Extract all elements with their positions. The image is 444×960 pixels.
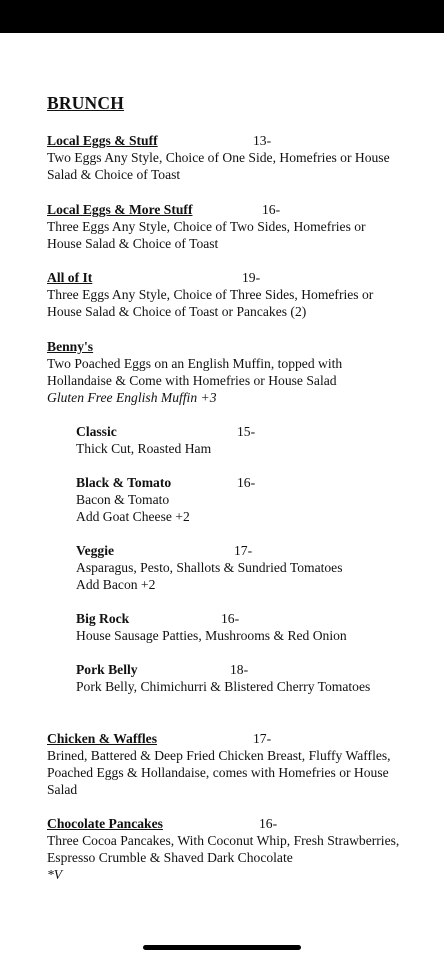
item-desc-line: Add Bacon +2	[76, 577, 156, 592]
item-note: *V	[47, 867, 63, 882]
item-desc-line: House Salad & Choice of Toast	[47, 236, 219, 251]
item-price: 17-	[234, 543, 253, 558]
item-name: Big Rock	[76, 611, 130, 626]
home-indicator[interactable]	[143, 945, 301, 950]
item-price: 19-	[242, 270, 261, 285]
item-desc-line: Two Poached Eggs on an English Muffin, topped with	[47, 356, 343, 371]
menu-item	[47, 338, 437, 406]
menu-item	[47, 815, 437, 883]
item-name: Chicken & Waffles	[47, 731, 158, 746]
item-name: Local Eggs & More Stuff	[47, 202, 193, 217]
item-desc-line: House Salad & Choice of Toast or Pancakes (2)	[47, 304, 307, 319]
item-desc-line: Pork Belly, Chimichurri & Blistered Cherry Tomatoes	[76, 679, 371, 694]
menu-item	[47, 269, 437, 320]
menu-item	[47, 730, 437, 798]
item-name: Local Eggs & Stuff	[47, 133, 158, 148]
item-desc-line: Salad	[47, 782, 78, 797]
menu-item	[47, 132, 437, 183]
item-name: Veggie	[76, 543, 115, 558]
menu-item	[47, 201, 437, 252]
item-name: All of It	[47, 270, 93, 285]
item-desc-line: Poached Eggs & Hollandaise, comes with Homefries or House	[47, 765, 389, 780]
item-price: 16-	[262, 202, 281, 217]
item-name: Pork Belly	[76, 662, 138, 677]
item-desc-line: Hollandaise & Come with Homefries or House Salad	[47, 373, 337, 388]
item-price: 16-	[259, 816, 278, 831]
item-desc-line: Add Goat Cheese +2	[76, 509, 190, 524]
item-desc-line: Thick Cut, Roasted Ham	[76, 441, 212, 456]
sub-menu-item	[76, 542, 436, 593]
item-price: 16-	[221, 611, 240, 626]
section-title: BRUNCH	[47, 93, 125, 113]
sub-menu-item	[76, 474, 436, 525]
item-desc-line: Brined, Battered & Deep Fried Chicken Breast, Fluffy Waffles,	[47, 748, 391, 763]
item-desc-line: Salad & Choice of Toast	[47, 167, 181, 182]
item-name: Benny's	[47, 339, 94, 354]
item-price: 15-	[237, 424, 256, 439]
item-note: Gluten Free English Muffin +3	[47, 390, 217, 405]
item-desc-line: Asparagus, Pesto, Shallots & Sundried Tomatoes	[76, 560, 343, 575]
item-name: Classic	[76, 424, 117, 439]
item-desc-line: Three Cocoa Pancakes, With Coconut Whip, Fresh Strawberries,	[47, 833, 400, 848]
item-desc-line: Two Eggs Any Style, Choice of One Side, Homefries or House	[47, 150, 390, 165]
item-name: Chocolate Pancakes	[47, 816, 163, 831]
item-price: 18-	[230, 662, 249, 677]
item-price: 13-	[253, 133, 272, 148]
item-desc-line: Espresso Crumble & Shaved Dark Chocolate	[47, 850, 293, 865]
item-desc-line: Three Eggs Any Style, Choice of Two Sides, Homefries or	[47, 219, 366, 234]
item-price: 17-	[253, 731, 272, 746]
sub-menu-item	[76, 610, 436, 644]
item-desc-line: House Sausage Patties, Mushrooms & Red Onion	[76, 628, 347, 643]
item-name: Black & Tomato	[76, 475, 172, 490]
item-desc-line: Bacon & Tomato	[76, 492, 170, 507]
item-desc-line: Three Eggs Any Style, Choice of Three Sides, Homefries or	[47, 287, 374, 302]
sub-menu-item	[76, 661, 436, 695]
item-price: 16-	[237, 475, 256, 490]
sub-menu-item	[76, 423, 436, 457]
